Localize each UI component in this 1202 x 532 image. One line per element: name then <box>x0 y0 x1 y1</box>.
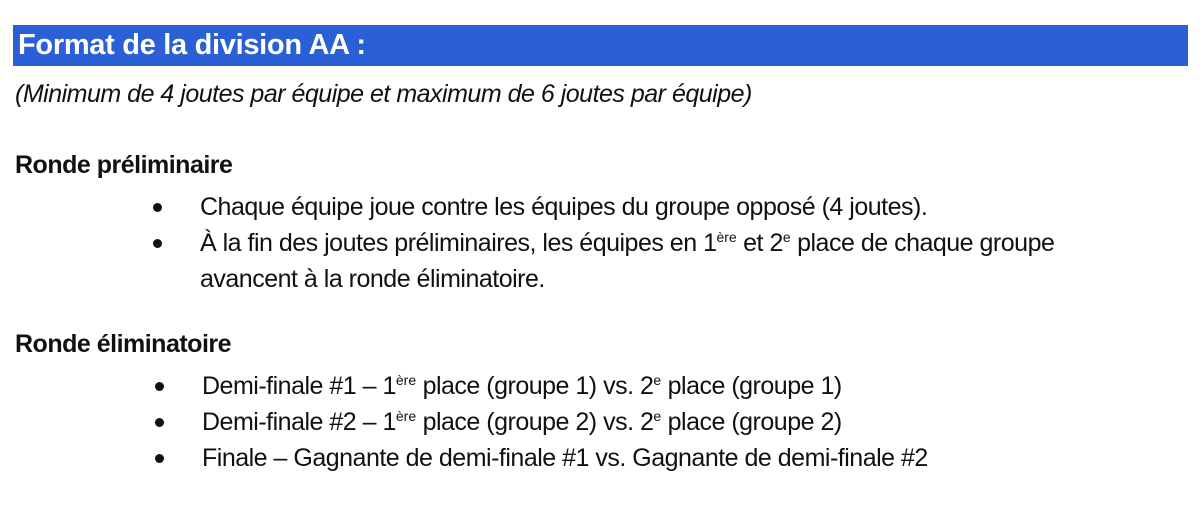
bullet-icon <box>153 203 162 212</box>
page-title: Format de la division AA : <box>18 29 366 61</box>
ordinal-superscript: e <box>782 229 791 245</box>
text-segment: place (groupe 2) <box>661 408 842 436</box>
bullet-icon <box>155 382 164 391</box>
ordinal-superscript: e <box>653 372 662 388</box>
elimination-round-heading: Ronde éliminatoire <box>15 330 232 358</box>
list-item <box>152 404 1152 440</box>
bullet-icon <box>153 239 162 248</box>
list-item-text <box>202 372 842 400</box>
list-item-text: Finale – Gagnante de demi-finale #1 vs. Gagnante de demi-finale #2 <box>202 444 928 472</box>
text-segment: place de chaque groupe avancent à la ronde éliminatoire. <box>200 229 1055 293</box>
text-segment: et 2 <box>736 229 783 257</box>
list-item <box>152 368 1152 404</box>
bullet-icon <box>155 418 164 427</box>
ordinal-superscript: ère <box>716 229 737 245</box>
preliminary-round-list <box>150 189 1150 297</box>
subtitle-note: (Minimum de 4 joutes par équipe et maximum de 6 joutes par équipe) <box>15 80 752 108</box>
text-segment: Demi-finale #2 – 1 <box>202 408 396 436</box>
text-segment: À la fin des joutes préliminaires, les équipes en 1 <box>200 229 717 257</box>
list-item <box>152 440 1152 476</box>
text-segment: place (groupe 1) <box>661 372 842 400</box>
list-item <box>150 225 1150 297</box>
ordinal-superscript: ère <box>395 372 417 388</box>
ordinal-superscript: ère <box>395 408 417 424</box>
bullet-icon <box>155 454 164 463</box>
list-item-text <box>200 229 1054 293</box>
list-item-text: Chaque équipe joue contre les équipes du groupe opposé (4 joutes). <box>200 193 928 221</box>
text-segment: place (groupe 1) vs. 2 <box>416 372 654 400</box>
list-item <box>150 189 1150 225</box>
text-segment: place (groupe 2) vs. 2 <box>416 408 654 436</box>
list-item-text <box>202 408 842 436</box>
ordinal-superscript: e <box>653 408 662 424</box>
title-banner <box>13 25 1188 66</box>
preliminary-round-heading: Ronde préliminaire <box>15 151 233 179</box>
text-segment: Demi-finale #1 – 1 <box>202 372 396 400</box>
elimination-round-list <box>152 368 1152 476</box>
